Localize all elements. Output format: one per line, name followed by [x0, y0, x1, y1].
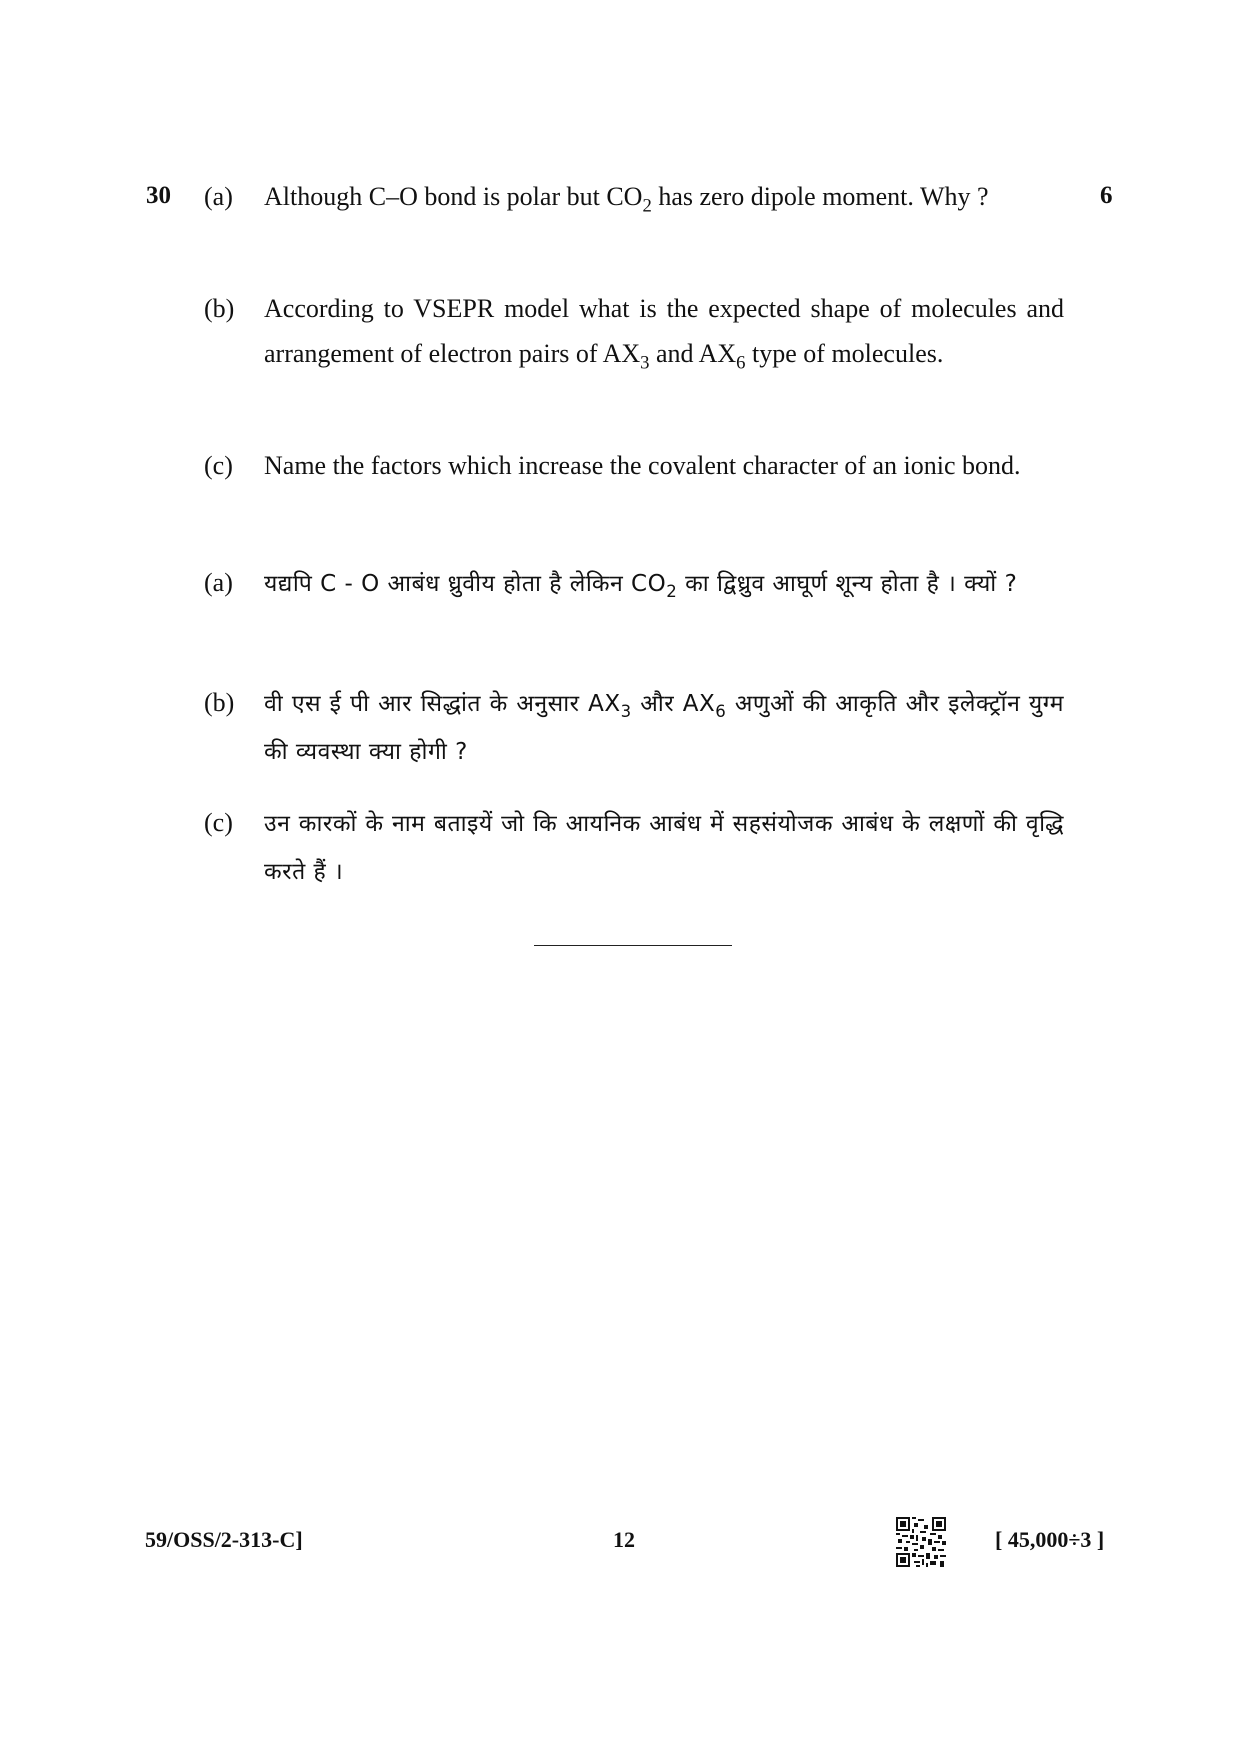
part-label: (a) — [204, 568, 233, 597]
paper-code: 59/OSS/2-313-C] — [145, 1527, 303, 1552]
part-label: (b) — [204, 688, 235, 717]
part-label: (c) — [204, 451, 233, 480]
part-text: Although C–O bond is polar but $CO_2$ has zero dipole moment. Why ? — [264, 182, 989, 217]
print-count: [ 45,000÷3 ] — [995, 1527, 1105, 1552]
question-number: 30 — [146, 182, 171, 209]
qr-code-icon — [896, 1517, 946, 1567]
question-marks: 6 — [1100, 182, 1113, 209]
part-text: यद्यपि C - O आबंध ध्रुवीय होता है लेकिन $CO_2$ का द्विध्रुव आघूर्ण शून्य होता है । क्यों ? — [264, 571, 1018, 601]
part-text: उन कारकों के नाम बताइयें जो कि आयनिक आबंध में सहसंयोजक आबंध के लक्षणों की वृद्धि करते हैं । — [264, 811, 1064, 885]
part-label: (a) — [204, 182, 233, 211]
part-text: Name the factors which increase the covalent character of an ionic bond. — [264, 451, 1021, 480]
page-number: 12 — [613, 1527, 635, 1552]
part-label: (b) — [204, 294, 235, 323]
part-text: वी एस ई पी आर सिद्धांत के अनुसार $AX_3$ और $AX_6$ अणुओं की आकृति और इलेक्ट्रॉन युग्म की व्यवस्था क्या होगी ? — [264, 691, 1064, 765]
part-label: (c) — [204, 808, 233, 837]
end-of-paper-rule — [534, 945, 732, 946]
part-text: According to VSEPR model what is the expected shape of molecules and arrangement of electron pairs of $AX_3$ and $AX_6$ type of molecules. — [264, 294, 1064, 374]
